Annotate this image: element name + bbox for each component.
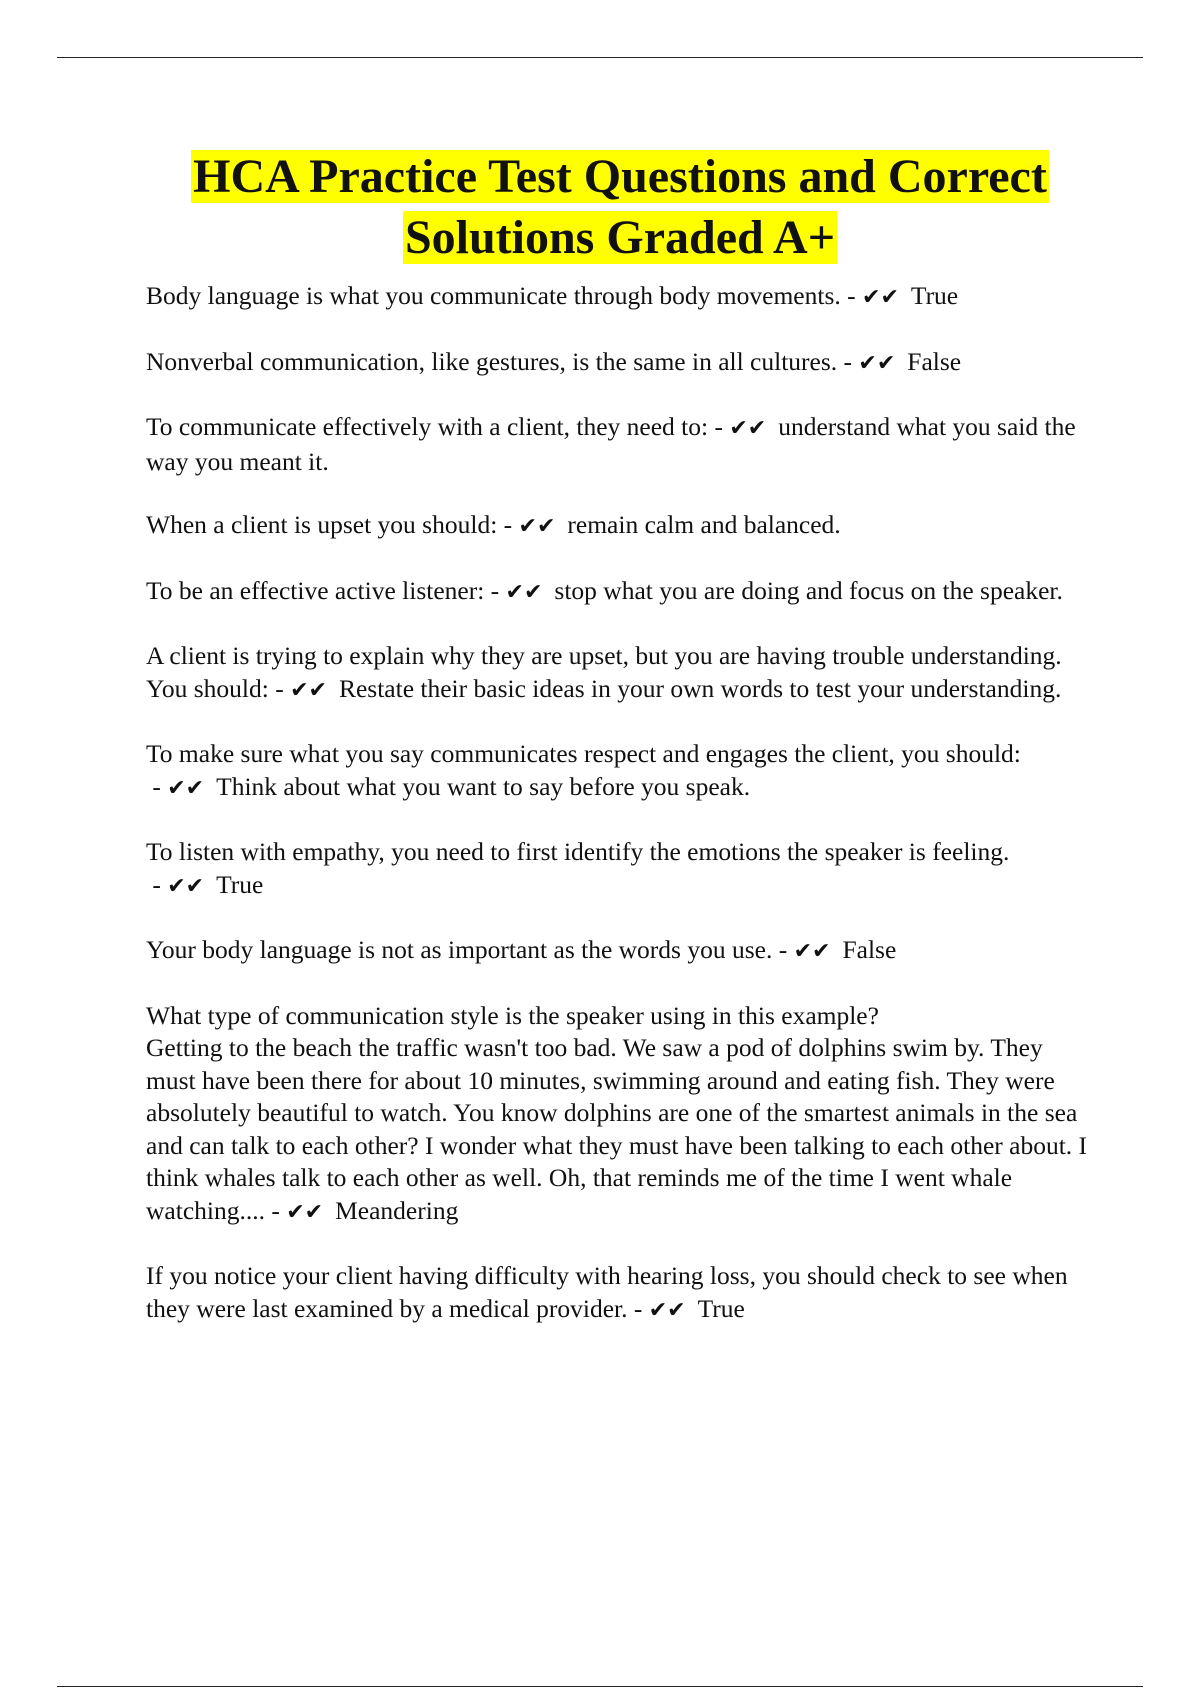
question-text: Nonverbal communication, like gestures, is the same in all cultures. — [146, 346, 838, 376]
check-mark-icon: ✔✔ — [858, 350, 896, 376]
bottom-rule — [57, 1686, 1143, 1687]
question-text: If you notice your client having difficulty with hearing loss, you should check to see when they were last examined by a medical provider. — [146, 1261, 1068, 1323]
answer-text: True — [910, 281, 959, 310]
separator: - — [484, 575, 506, 605]
separator: - — [146, 771, 168, 801]
check-mark-icon: ✔✔ — [505, 579, 543, 605]
question-text: When a client is upset you should: — [146, 510, 498, 539]
check-mark-icon: ✔✔ — [793, 939, 831, 964]
answer-text: False — [907, 346, 962, 376]
check-mark-icon: ✔✔ — [729, 416, 767, 441]
separator: - — [837, 346, 859, 376]
qa-item-10 — [146, 1000, 1094, 1230]
question-text: To listen with empathy, you need to first identify the emotions the speaker is feeling. — [146, 837, 1010, 866]
qa-item-1 — [146, 280, 1094, 315]
qa-item-6 — [146, 640, 1094, 707]
question-text: To be an effective active listener: — [146, 575, 485, 605]
separator: - — [268, 673, 291, 703]
title-line-2: Solutions Graded A+ — [404, 211, 836, 264]
qa-item-5 — [146, 575, 1094, 610]
document-title — [146, 146, 1094, 268]
separator: - — [146, 869, 168, 899]
separator: - — [708, 412, 730, 441]
separator: - — [627, 1293, 649, 1323]
check-mark-icon: ✔✔ — [862, 285, 899, 310]
title-line-1: HCA Practice Test Questions and Correct — [193, 150, 1047, 203]
check-mark-icon: ✔✔ — [518, 514, 556, 539]
document-body — [146, 146, 1094, 1358]
qa-item-7 — [146, 738, 1094, 805]
separator: - — [497, 510, 519, 539]
qa-item-11 — [146, 1260, 1094, 1327]
check-mark-icon: ✔✔ — [167, 873, 205, 899]
question-text: What type of communication style is the speaker using in this example? — [146, 1000, 879, 1030]
check-mark-icon: ✔✔ — [290, 677, 327, 703]
question-example-text: Getting to the beach the traffic wasn't too bad. We saw a pod of dolphins swim by. They must have been there for about 10 minutes, swimming around and eating fish. They were absolutely beautiful to watch. You know dolphins are one of the smartest animals in the sea and can talk to each other? I wonder what they must have been talking to each other about. I think whales talk to each other as well. Oh, that reminds me of the time I went whale watching.... — [146, 1033, 1088, 1225]
top-rule — [57, 57, 1143, 58]
question-text: A client is trying to explain why they are upset, but you are having trouble understanding. You should: — [146, 641, 1062, 703]
check-mark-icon: ✔✔ — [648, 1297, 686, 1323]
qa-item-8 — [146, 836, 1094, 903]
answer-text: understand what you said the way you meant it. — [146, 412, 1076, 476]
check-mark-icon: ✔✔ — [286, 1199, 324, 1225]
answer-text: remain calm and balanced. — [567, 510, 841, 539]
separator: - — [772, 935, 794, 964]
qa-item-2 — [146, 346, 1094, 381]
question-text: Body language is what you communicate through body movements. — [146, 281, 841, 310]
question-text: To make sure what you say communicates respect and engages the client, you should: — [146, 739, 1021, 768]
qa-item-3 — [146, 411, 1094, 478]
qa-item-4 — [146, 509, 1094, 544]
answer-text: True — [216, 869, 264, 899]
check-mark-icon: ✔✔ — [167, 775, 205, 801]
answer-text: Meandering — [335, 1195, 459, 1225]
answer-text: Restate their basic ideas in your own words to test your understanding. — [338, 673, 1062, 703]
separator: - — [840, 281, 863, 310]
answer-text: Think about what you want to say before you speak. — [216, 771, 751, 801]
answer-text: stop what you are doing and focus on the speaker. — [554, 575, 1063, 605]
separator: - — [264, 1195, 287, 1225]
question-text: Your body language is not as important as the words you use. — [146, 935, 773, 964]
answer-text: True — [697, 1293, 745, 1323]
qa-item-9 — [146, 934, 1094, 969]
answer-text: False — [842, 935, 897, 964]
question-text: To communicate effectively with a client, they need to: — [146, 412, 709, 441]
